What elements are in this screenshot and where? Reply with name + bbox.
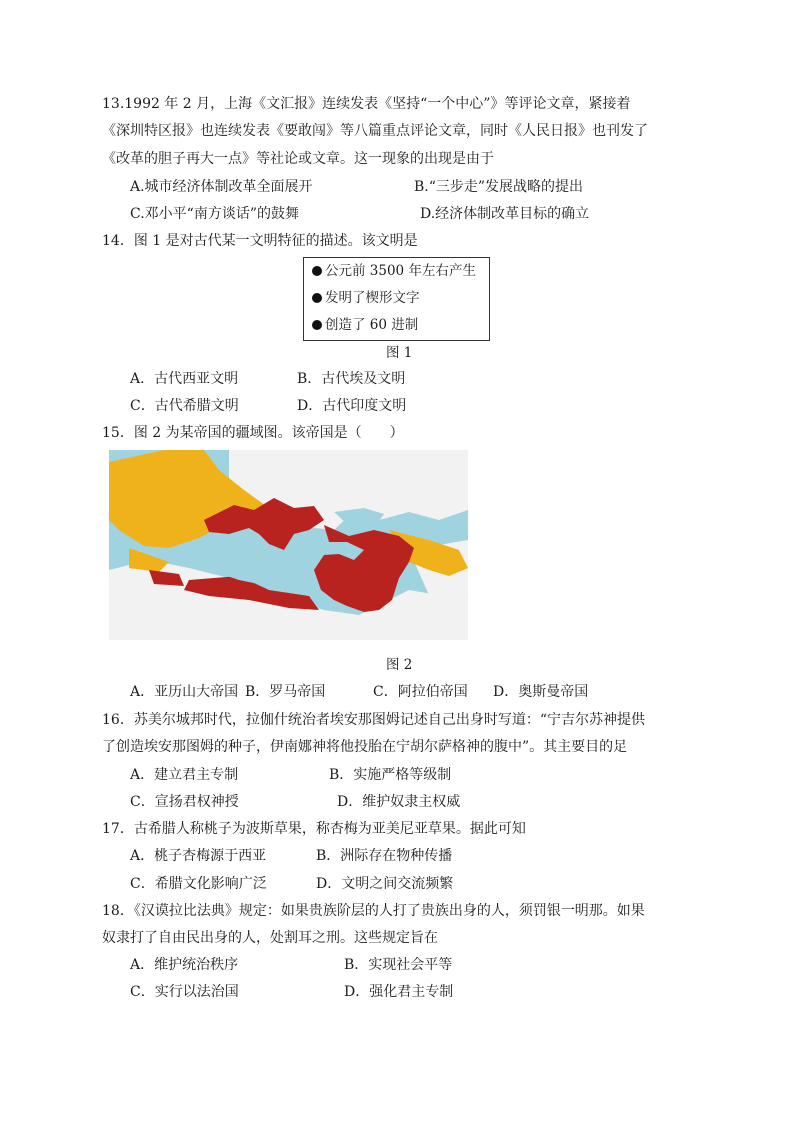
q14-option-d: D．古代印度文明 — [297, 398, 407, 414]
q15-option-b: B．罗马帝国 — [245, 684, 326, 700]
q15-option-a: A．亚历山大帝国 — [130, 684, 239, 700]
figure-1-item-2: 发明了楔形文字 — [312, 288, 420, 308]
q14-option-a: A．古代西亚文明 — [130, 371, 239, 387]
q14-option-b: B．古代埃及文明 — [297, 371, 406, 387]
q14-option-c: C．古代希腊文明 — [130, 398, 239, 414]
q18-option-c: C．实行以法治国 — [130, 984, 239, 1000]
figure-1-box — [303, 257, 490, 341]
q17-option-d: D．文明之间交流频繁 — [316, 876, 454, 892]
q18-option-b: B．实现社会平等 — [344, 957, 453, 973]
bullet-icon — [312, 320, 322, 330]
q13-option-b: B.“三步走”发展战略的提出 — [414, 179, 584, 195]
q15-option-d: D．奥斯曼帝国 — [493, 684, 589, 700]
q18-stem-line-1: 18．《汉谟拉比法典》规定：如果贵族阶层的人打了贵族出身的人，须罚银一明那。如果 — [102, 903, 645, 919]
q17-option-a: A．桃子杏梅源于西亚 — [130, 848, 267, 864]
q13-option-a: A.城市经济体制改革全面展开 — [130, 179, 313, 195]
bullet-icon — [312, 293, 322, 303]
q17-option-b: B．洲际存在物种传播 — [316, 848, 453, 864]
q16-stem-line-2: 了创造埃安那图姆的种子，伊南娜神将他投胎在宁胡尔萨格神的腹中”。其主要目的足 — [102, 739, 628, 755]
figure-1-caption: 图 1 — [386, 345, 413, 361]
q16-option-b: B．实施严格等级制 — [329, 767, 452, 783]
q18-option-d: D．强化君主专制 — [344, 984, 454, 1000]
q13-option-c: C.邓小平“南方谈话”的鼓舞 — [130, 206, 299, 222]
q16-stem-line-1: 16．苏美尔城邦时代，拉伽什统治者埃安那图姆记述自己出身时写道：“宁吉尔苏神提供 — [102, 712, 645, 728]
q15-stem: 15．图 2 为某帝国的疆域图。该帝国是（ ） — [102, 425, 404, 441]
q17-stem: 17．古希腊人称桃子为波斯草果，称杏梅为亚美尼亚草果。据此可知 — [102, 821, 526, 837]
q16-option-a: A．建立君主专制 — [130, 767, 239, 783]
empire-territory-map — [109, 450, 468, 640]
q18-stem-line-2: 奴隶打了自由民出身的人，处割耳之刑。这些规定旨在 — [102, 930, 438, 946]
q18-option-a: A．维护统治秩序 — [130, 957, 239, 973]
q15-option-c: C．阿拉伯帝国 — [373, 684, 468, 700]
q13-stem-line-2: 《深圳特区报》也连续发表《要敢闯》等八篇重点评论文章，同时《人民日报》也刊发了 — [102, 123, 648, 139]
q16-option-d: D．维护奴隶主权威 — [337, 794, 461, 810]
figure-1-item-3: 创造了 60 进制 — [312, 315, 418, 335]
q16-option-c: C．宣扬君权神授 — [130, 794, 239, 810]
q13-option-d: D.经济体制改革目标的确立 — [420, 206, 590, 222]
bullet-icon — [312, 266, 322, 276]
figure-1-item-1: 公元前 3500 年左右产生 — [312, 261, 476, 281]
q17-option-c: C．希腊文化影响广泛 — [130, 876, 267, 892]
q13-stem-line-1: 13.1992 年 2 月，上海《文汇报》连续发表《坚持“一个中心”》等评论文章，紧接着 — [102, 96, 631, 112]
q13-stem-line-3: 《改革的胆子再大一点》等社论或文章。这一现象的出现是由于 — [102, 151, 494, 167]
q14-stem: 14．图 1 是对古代某一文明特征的描述。该文明是 — [102, 233, 418, 249]
figure-2-caption: 图 2 — [386, 657, 413, 673]
